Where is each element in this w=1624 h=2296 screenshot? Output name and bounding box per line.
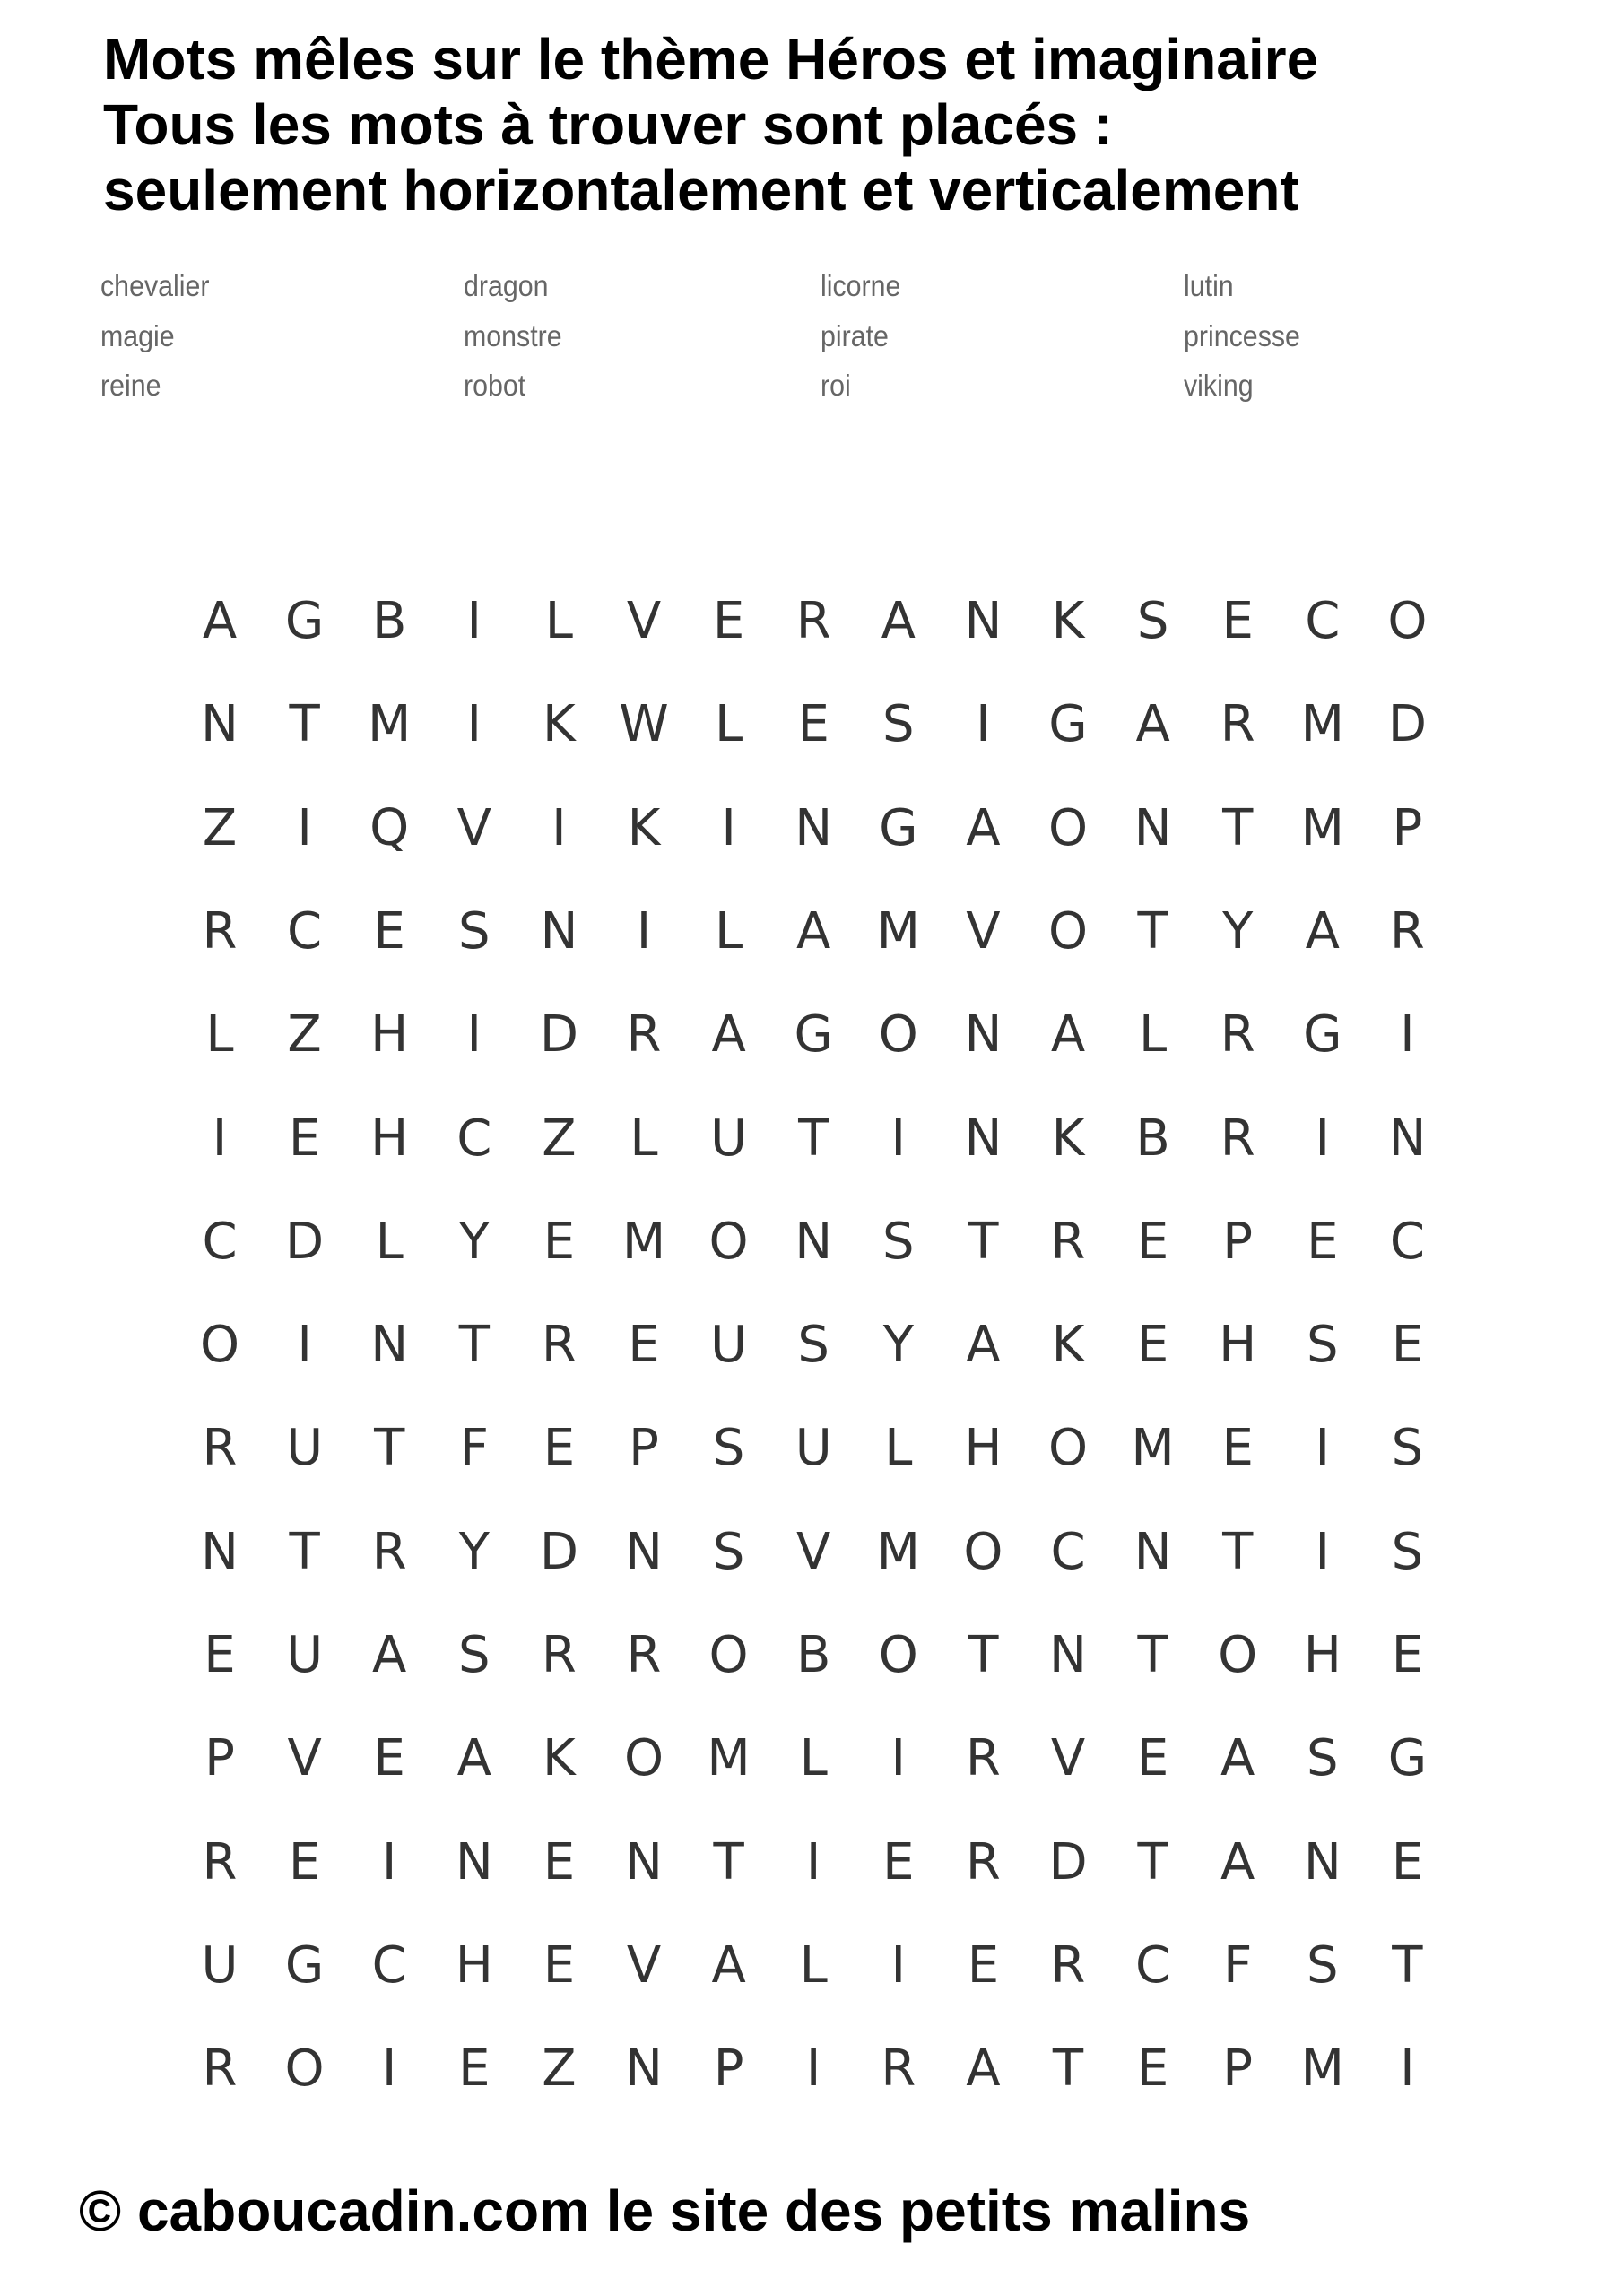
grid-cell[interactable]: O: [708, 1212, 749, 1271]
grid-cell[interactable]: I: [212, 1109, 228, 1168]
grid-cell[interactable]: R: [881, 2039, 916, 2099]
grid-cell[interactable]: Y: [458, 1212, 490, 1271]
grid-cell[interactable]: T: [968, 1212, 999, 1271]
grid-cell[interactable]: N: [964, 592, 1003, 650]
grid-cell[interactable]: G: [1387, 1729, 1428, 1788]
grid-cell[interactable]: E: [543, 1832, 576, 1892]
title-line-2: Tous les mots à trouver sont placés :: [103, 92, 1114, 157]
grid-cell[interactable]: U: [795, 1419, 832, 1478]
grid-cell[interactable]: N: [625, 2039, 663, 2099]
grid-cell[interactable]: M: [621, 1212, 666, 1271]
grid-cell[interactable]: L: [714, 901, 743, 961]
grid-cell[interactable]: V: [626, 592, 662, 650]
grid-cell[interactable]: M: [1300, 2039, 1344, 2099]
grid-cell[interactable]: R: [1220, 1109, 1255, 1168]
grid-cell[interactable]: M: [1300, 695, 1344, 754]
word-reine: reine: [100, 369, 161, 402]
grid-cell[interactable]: O: [623, 1729, 664, 1788]
grid-cell[interactable]: A: [456, 1729, 491, 1788]
grid-cell[interactable]: V: [966, 901, 1001, 961]
grid-cell[interactable]: A: [372, 1626, 407, 1684]
grid-cell[interactable]: G: [284, 1935, 325, 1995]
grid-cell[interactable]: P: [1392, 798, 1423, 857]
grid-cell[interactable]: R: [202, 1832, 238, 1892]
grid-cell[interactable]: T: [713, 1832, 744, 1892]
grid-cell[interactable]: N: [1303, 1832, 1342, 1892]
grid-cell[interactable]: I: [976, 695, 991, 754]
grid-cell[interactable]: C: [371, 1935, 407, 1995]
grid-cell[interactable]: G: [1303, 1005, 1342, 1065]
grid-cell[interactable]: N: [625, 1522, 663, 1581]
grid-cell[interactable]: A: [966, 2039, 1001, 2099]
grid-cell[interactable]: H: [455, 1935, 493, 1995]
grid-cell[interactable]: I: [1315, 1522, 1331, 1581]
grid-cell[interactable]: I: [551, 798, 567, 857]
grid-cell[interactable]: H: [370, 1005, 409, 1065]
grid-cell[interactable]: E: [712, 592, 745, 650]
grid-cell[interactable]: T: [1222, 798, 1254, 857]
grid-cell[interactable]: B: [371, 592, 407, 650]
grid-cell[interactable]: S: [1307, 1935, 1339, 1995]
grid-cell[interactable]: S: [1136, 592, 1169, 650]
grid-cell[interactable]: O: [878, 1005, 918, 1065]
grid-cell[interactable]: G: [284, 592, 325, 650]
grid-cell[interactable]: C: [1135, 1935, 1171, 1995]
grid-cell[interactable]: I: [1400, 2039, 1415, 2099]
grid-cell[interactable]: P: [1222, 2039, 1254, 2099]
grid-cell[interactable]: I: [1315, 1419, 1331, 1478]
grid-cell[interactable]: R: [1220, 695, 1255, 754]
grid-cell[interactable]: D: [285, 1212, 325, 1271]
grid-cell[interactable]: L: [375, 1212, 404, 1271]
grid-cell[interactable]: T: [798, 1109, 829, 1168]
grid-cell[interactable]: E: [458, 2039, 491, 2099]
word-dragon: dragon: [464, 269, 549, 302]
grid-cell[interactable]: I: [381, 2039, 397, 2099]
grid-cell[interactable]: Z: [542, 1109, 577, 1168]
grid-cell[interactable]: P: [1222, 1212, 1254, 1271]
grid-cell[interactable]: O: [1047, 1419, 1089, 1478]
grid-cell[interactable]: R: [541, 1626, 577, 1684]
grid-cell[interactable]: N: [1133, 798, 1172, 857]
grid-cell[interactable]: U: [201, 1935, 239, 1995]
grid-cell[interactable]: O: [878, 1626, 918, 1684]
grid-cell[interactable]: T: [458, 1316, 490, 1375]
grid-cell[interactable]: S: [1307, 1729, 1339, 1788]
grid-cell[interactable]: E: [797, 695, 829, 754]
grid-cell[interactable]: S: [882, 695, 915, 754]
word-robot: robot: [464, 369, 526, 402]
grid-cell[interactable]: A: [966, 1316, 1001, 1375]
grid-cell[interactable]: H: [964, 1419, 1003, 1478]
grid-cell[interactable]: N: [964, 1005, 1003, 1065]
grid-cell[interactable]: S: [1307, 1316, 1339, 1375]
grid-cell[interactable]: T: [1222, 1522, 1254, 1581]
title-line-1: Mots mêles sur le thème Héros et imaginaire: [103, 27, 1319, 91]
grid-cell[interactable]: B: [795, 1626, 831, 1684]
grid-cell[interactable]: O: [1387, 592, 1428, 650]
word-viking: viking: [1184, 369, 1254, 402]
grid-cell[interactable]: G: [879, 798, 918, 857]
grid-cell[interactable]: D: [1048, 1832, 1088, 1892]
grid-cell[interactable]: P: [204, 1729, 235, 1788]
grid-cell[interactable]: T: [968, 1626, 999, 1684]
grid-cell[interactable]: E: [1391, 1316, 1424, 1375]
grid-cell[interactable]: S: [712, 1522, 745, 1581]
grid-cell[interactable]: R: [541, 1316, 577, 1375]
grid-cell[interactable]: E: [543, 1212, 576, 1271]
grid-cell[interactable]: P: [629, 1419, 659, 1478]
grid-cell[interactable]: E: [628, 1316, 660, 1375]
grid-cell[interactable]: A: [711, 1935, 746, 1995]
grid-cell[interactable]: H: [1303, 1626, 1342, 1684]
grid-cell[interactable]: R: [1050, 1935, 1086, 1995]
grid-cell[interactable]: N: [795, 1212, 833, 1271]
grid-cell[interactable]: R: [371, 1522, 407, 1581]
grid-cell[interactable]: B: [1135, 1109, 1170, 1168]
grid-cell[interactable]: C: [202, 1212, 238, 1271]
grid-cell[interactable]: R: [795, 592, 831, 650]
grid-cell[interactable]: O: [708, 1626, 749, 1684]
grid-cell[interactable]: T: [1392, 1935, 1423, 1995]
grid-cell[interactable]: T: [1052, 2039, 1084, 2099]
grid-cell[interactable]: E: [1136, 2039, 1169, 2099]
grid-cell[interactable]: A: [1135, 695, 1170, 754]
grid-cell[interactable]: E: [373, 901, 405, 961]
grid-cell[interactable]: M: [707, 1729, 751, 1788]
grid-cell[interactable]: E: [204, 1626, 236, 1684]
grid-cell[interactable]: S: [458, 901, 491, 961]
grid-cell[interactable]: E: [1136, 1212, 1169, 1271]
grid-cell[interactable]: Y: [1222, 901, 1254, 961]
grid-cell[interactable]: S: [458, 1626, 491, 1684]
grid-cell[interactable]: T: [374, 1419, 405, 1478]
grid-cell[interactable]: O: [963, 1522, 1003, 1581]
grid-cell[interactable]: R: [626, 1005, 662, 1065]
grid-cell[interactable]: A: [202, 592, 238, 650]
grid-cell[interactable]: I: [466, 1005, 482, 1065]
grid-cell[interactable]: E: [1391, 1832, 1424, 1892]
grid-cell[interactable]: V: [626, 1935, 662, 1995]
grid-cell[interactable]: M: [1131, 1419, 1175, 1478]
grid-cell[interactable]: D: [539, 1522, 578, 1581]
grid-cell[interactable]: R: [202, 901, 238, 961]
word-magie: magie: [100, 319, 175, 352]
grid-cell[interactable]: C: [1305, 592, 1341, 650]
grid-cell[interactable]: A: [1305, 901, 1340, 961]
grid-cell[interactable]: I: [636, 901, 652, 961]
grid-cell[interactable]: E: [543, 1935, 576, 1995]
grid-cell[interactable]: Y: [458, 1522, 490, 1581]
grid-cell[interactable]: A: [796, 901, 831, 961]
grid-cell[interactable]: H: [370, 1109, 409, 1168]
copyright-footer: © caboucadin.com le site des petits malins: [79, 2179, 1251, 2243]
grid-cell[interactable]: R: [202, 1419, 238, 1478]
grid-cell[interactable]: T: [1137, 1832, 1168, 1892]
grid-cell[interactable]: K: [543, 695, 576, 754]
grid-cell[interactable]: K: [1051, 1316, 1085, 1375]
grid-cell[interactable]: S: [1391, 1522, 1424, 1581]
grid-cell[interactable]: G: [794, 1005, 833, 1065]
grid-cell[interactable]: D: [1387, 695, 1427, 754]
grid-cell[interactable]: R: [1389, 901, 1425, 961]
grid-cell[interactable]: N: [370, 1316, 409, 1375]
grid-cell[interactable]: T: [289, 695, 320, 754]
grid-cell[interactable]: A: [881, 592, 916, 650]
grid-cell[interactable]: R: [965, 1832, 1001, 1892]
grid-cell[interactable]: I: [297, 1316, 312, 1375]
grid-cell[interactable]: I: [1400, 1005, 1415, 1065]
grid-cell[interactable]: S: [712, 1419, 745, 1478]
grid-cell[interactable]: L: [799, 1935, 828, 1995]
grid-cell[interactable]: U: [710, 1109, 748, 1168]
grid-cell[interactable]: K: [1051, 592, 1085, 650]
grid-cell[interactable]: N: [540, 901, 578, 961]
grid-cell[interactable]: A: [966, 798, 1001, 857]
grid-cell[interactable]: U: [710, 1316, 748, 1375]
grid-cell[interactable]: L: [1138, 1005, 1168, 1065]
grid-cell[interactable]: W: [619, 695, 669, 754]
grid-cell[interactable]: L: [884, 1419, 913, 1478]
grid-cell[interactable]: C: [287, 901, 323, 961]
grid-cell[interactable]: C: [456, 1109, 492, 1168]
grid-cell[interactable]: V: [287, 1729, 322, 1788]
grid-cell[interactable]: C: [1050, 1522, 1086, 1581]
grid-cell[interactable]: U: [286, 1626, 324, 1684]
grid-cell[interactable]: I: [381, 1832, 397, 1892]
grid-cell[interactable]: E: [1221, 1419, 1254, 1478]
grid-cell[interactable]: N: [201, 1522, 239, 1581]
grid-cell[interactable]: I: [297, 798, 312, 857]
grid-cell[interactable]: A: [711, 1005, 746, 1065]
word-licorne: licorne: [821, 269, 901, 302]
grid-cell[interactable]: N: [455, 1832, 493, 1892]
grid-cell[interactable]: K: [543, 1729, 576, 1788]
grid-cell[interactable]: Q: [369, 798, 410, 857]
grid-cell[interactable]: C: [1389, 1212, 1425, 1271]
grid-cell[interactable]: M: [876, 1522, 920, 1581]
grid-cell[interactable]: T: [289, 1522, 320, 1581]
grid-cell[interactable]: E: [882, 1832, 915, 1892]
grid-cell[interactable]: O: [284, 2039, 325, 2099]
grid-cell[interactable]: L: [799, 1729, 828, 1788]
grid-cell[interactable]: N: [201, 695, 239, 754]
grid-cell[interactable]: I: [890, 1109, 907, 1168]
grid-cell[interactable]: E: [288, 1832, 321, 1892]
grid-cell[interactable]: E: [1136, 1729, 1169, 1788]
grid-cell[interactable]: M: [876, 901, 920, 961]
grid-cell[interactable]: T: [1137, 901, 1168, 961]
grid-cell[interactable]: N: [795, 798, 833, 857]
grid-cell[interactable]: N: [1388, 1109, 1427, 1168]
grid-cell[interactable]: V: [796, 1522, 831, 1581]
grid-cell[interactable]: F: [459, 1419, 489, 1478]
grid-cell[interactable]: M: [1300, 798, 1344, 857]
grid-cell[interactable]: N: [1133, 1522, 1172, 1581]
grid-cell[interactable]: S: [797, 1316, 829, 1375]
grid-cell[interactable]: N: [1049, 1626, 1087, 1684]
grid-cell[interactable]: A: [1050, 1005, 1086, 1065]
grid-cell[interactable]: O: [199, 1316, 240, 1375]
grid-cell[interactable]: E: [1391, 1626, 1424, 1684]
grid-cell[interactable]: N: [625, 1832, 663, 1892]
grid-cell[interactable]: K: [627, 798, 661, 857]
grid-cell[interactable]: F: [1223, 1935, 1253, 1995]
grid-cell[interactable]: R: [626, 1626, 662, 1684]
grid-cell[interactable]: V: [456, 798, 491, 857]
grid-cell[interactable]: P: [713, 2039, 744, 2099]
grid-cell[interactable]: I: [466, 695, 482, 754]
title-line-3: seulement horizontalement et verticalement: [103, 158, 1299, 222]
grid-cell[interactable]: I: [890, 1935, 907, 1995]
grid-cell[interactable]: R: [202, 2039, 238, 2099]
word-lutin: lutin: [1184, 269, 1234, 302]
grid-cell[interactable]: S: [1391, 1419, 1424, 1478]
grid-cell[interactable]: A: [1220, 1729, 1255, 1788]
grid-cell[interactable]: I: [805, 2039, 821, 2099]
grid-cell[interactable]: T: [1137, 1626, 1168, 1684]
grid-cell[interactable]: L: [630, 1109, 658, 1168]
grid-cell[interactable]: O: [1218, 1626, 1258, 1684]
grid-cell[interactable]: G: [1048, 695, 1088, 754]
word-pirate: pirate: [821, 319, 889, 352]
grid-cell[interactable]: M: [368, 695, 412, 754]
word-roi: roi: [821, 369, 851, 402]
grid-cell[interactable]: Z: [542, 2039, 577, 2099]
grid-cell[interactable]: I: [466, 592, 482, 650]
grid-cell[interactable]: I: [890, 1729, 907, 1788]
grid-cell[interactable]: I: [721, 798, 736, 857]
grid-cell[interactable]: I: [1315, 1109, 1331, 1168]
grid-cell[interactable]: D: [539, 1005, 578, 1065]
grid-cell[interactable]: O: [1047, 901, 1089, 961]
grid-cell[interactable]: L: [714, 695, 743, 754]
word-princesse: princesse: [1184, 319, 1300, 352]
grid-cell[interactable]: E: [1307, 1212, 1339, 1271]
grid-cell[interactable]: E: [1136, 1316, 1169, 1375]
grid-cell[interactable]: E: [1221, 592, 1254, 650]
grid-cell[interactable]: E: [288, 1109, 321, 1168]
grid-cell[interactable]: E: [543, 1419, 576, 1478]
grid-cell[interactable]: R: [1220, 1005, 1255, 1065]
grid-cell[interactable]: L: [544, 592, 573, 650]
grid-cell[interactable]: U: [286, 1419, 324, 1478]
grid-cell[interactable]: R: [965, 1729, 1001, 1788]
grid-cell[interactable]: Z: [287, 1005, 322, 1065]
grid-cell[interactable]: O: [1047, 798, 1089, 857]
word-monstre: monstre: [464, 319, 562, 352]
grid-cell[interactable]: H: [1219, 1316, 1257, 1375]
grid-cell[interactable]: S: [882, 1212, 915, 1271]
word-chevalier: chevalier: [100, 269, 210, 302]
grid-cell[interactable]: V: [1050, 1729, 1086, 1788]
grid-cell[interactable]: Z: [202, 798, 238, 857]
grid-cell[interactable]: E: [373, 1729, 405, 1788]
grid-cell[interactable]: Y: [882, 1316, 914, 1375]
grid-cell[interactable]: A: [1220, 1832, 1255, 1892]
grid-cell[interactable]: I: [805, 1832, 821, 1892]
grid-cell[interactable]: E: [967, 1935, 1000, 1995]
grid-cell[interactable]: L: [205, 1005, 234, 1065]
grid-cell[interactable]: N: [964, 1109, 1003, 1168]
grid-cell[interactable]: R: [1050, 1212, 1086, 1271]
grid-cell[interactable]: K: [1051, 1109, 1085, 1168]
